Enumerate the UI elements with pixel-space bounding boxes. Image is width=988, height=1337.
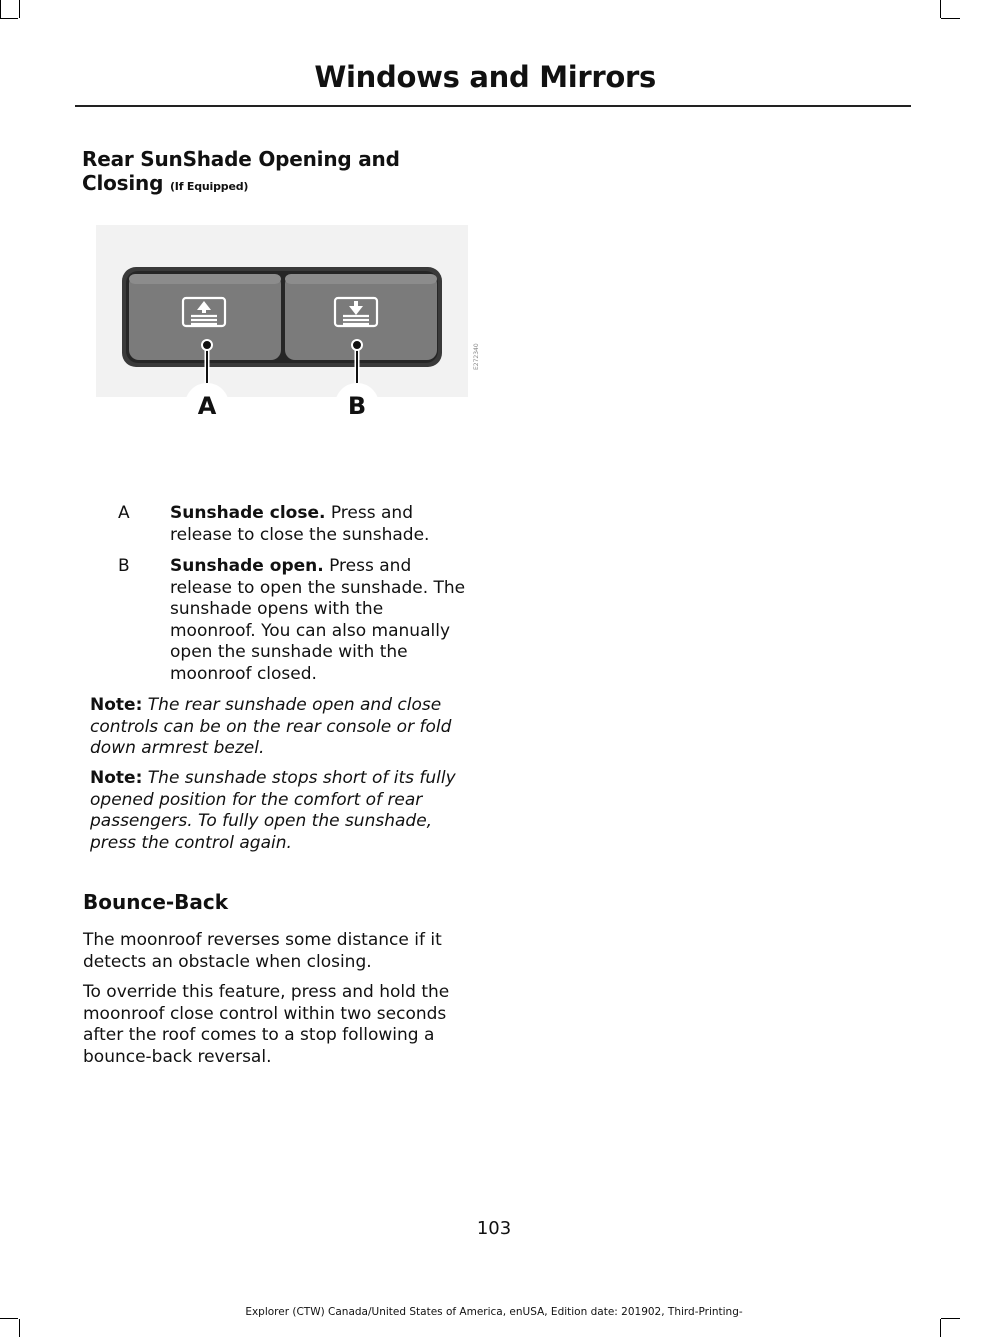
sunshade-control-illustration	[96, 225, 468, 420]
note-label: Note:	[90, 695, 143, 715]
bounce-back-paragraph-1: The moonroof reverses some distance if it detects an obstacle when closing.	[83, 930, 442, 972]
note-label: Note:	[90, 768, 143, 788]
figure-reference: E272340	[473, 343, 480, 370]
page-number: 103	[476, 1218, 512, 1239]
section-title	[82, 147, 502, 199]
section-title-line1: Rear SunShade Opening and	[82, 147, 400, 171]
callout-term: Sunshade close.	[170, 503, 326, 523]
crop-mark	[19, 1319, 20, 1337]
bounce-back-paragraph-2: To override this feature, press and hold the moonroof close control within two seconds after the roof comes to a stop following a bounce-back reversal.	[83, 982, 450, 1067]
note-sunshade-stop	[90, 768, 475, 854]
callout-description	[170, 503, 470, 546]
crop-mark	[941, 1318, 960, 1319]
note-text: The sunshade stops short of its fully opened position for the comfort of rear passengers. To fully open the sunshade, press the control again.	[90, 768, 456, 853]
button-highlight	[129, 274, 281, 284]
crop-mark	[0, 18, 18, 19]
section-title-closing: Closing	[82, 171, 164, 195]
crop-mark	[941, 18, 960, 19]
callout-b-label: B	[347, 392, 367, 420]
callout-description	[170, 556, 470, 685]
crop-mark	[19, 0, 20, 18]
callout-term: Sunshade open.	[170, 556, 324, 576]
crop-mark	[940, 1319, 941, 1337]
note-controls-location	[90, 695, 475, 760]
callout-body: Press and release to close the sunshade.	[170, 503, 430, 545]
note-text: The rear sunshade open and close controls can be on the rear console or fold down armrest bezel.	[90, 695, 452, 758]
callout-a-label: A	[197, 392, 217, 420]
sunshade-control-figure	[96, 225, 468, 420]
page-header-title: Windows and Mirrors	[314, 60, 656, 94]
button-highlight	[285, 274, 437, 284]
callout-letter: A	[118, 503, 130, 523]
header-divider	[75, 105, 911, 107]
callout-letter: B	[118, 556, 130, 576]
crop-mark	[0, 1318, 18, 1319]
bounce-back-heading: Bounce-Back	[83, 890, 229, 914]
page-footer: Explorer (CTW) Canada/United States of America, enUSA, Edition date: 201902, Third-Printing-	[245, 1306, 743, 1318]
section-title-line2	[82, 171, 502, 199]
callout-body: Press and release to open the sunshade. The sunshade opens with the moonroof. You can also manually open the sunshade with the moonroof closed.	[170, 556, 466, 684]
crop-mark	[0, 0, 1, 18]
if-equipped-label: (If Equipped)	[169, 180, 249, 193]
crop-mark	[940, 0, 941, 18]
